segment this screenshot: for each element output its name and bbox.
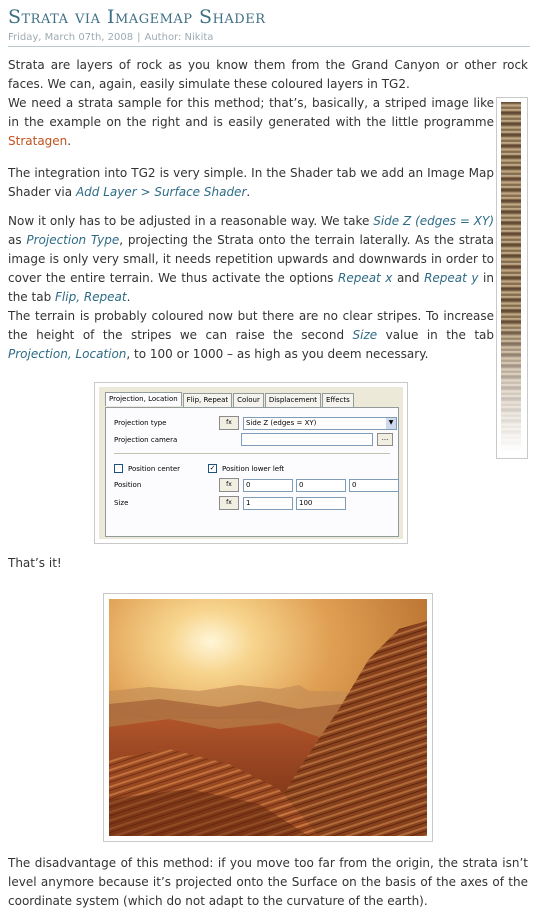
panel-divider	[114, 453, 390, 454]
projection-type-row	[114, 416, 397, 430]
paragraph-disadvantage: The disadvantage of this method: if you move too far from the origin, the strata isn’t level anymore because it’s projected onto the Surface on the basis of the axes of the coordinate system (which do not adapt to the curvature of the earth).	[8, 856, 528, 908]
position-row	[114, 478, 399, 492]
tab-projection-location[interactable]: Projection, Location	[105, 392, 182, 406]
browse-button[interactable]: ...	[377, 433, 393, 446]
text: , projecting the Strata onto the terrain laterally. As the strata image is only very small, it needs repetition upwards and downwards in order to cover the entire terrain. We thus activate the options	[8, 233, 495, 285]
projection-type-label: Projection type	[114, 419, 167, 427]
size-y-field[interactable]: 100	[296, 497, 346, 510]
text: Now it only has to be adjusted in a reasonable way. We take	[8, 214, 374, 228]
text: value in the tab	[377, 328, 494, 342]
text: , to 100 or 1000 – as high as you deem necessary.	[126, 347, 429, 361]
projection-camera-label: Projection camera	[114, 435, 178, 444]
terrain-render-svg	[109, 599, 427, 836]
tab-flip-repeat[interactable]: Flip, Repeat	[183, 393, 232, 407]
intro-text: Strata are layers of rock as you know them from the Grand Canyon or other rock faces. We can, again, easily simulate these coloured layers in TG2.	[8, 58, 528, 91]
text: and	[392, 271, 425, 285]
size-label: Size	[114, 499, 129, 507]
projection-type-select[interactable]	[243, 417, 397, 430]
size-x-field[interactable]: 1	[243, 497, 293, 510]
period: .	[67, 134, 72, 148]
position-mode-row	[114, 464, 284, 473]
stratagen-link[interactable]: Stratagen	[8, 134, 68, 148]
fx-button[interactable]: fx	[219, 496, 239, 510]
repeat-x-term: Repeat x	[337, 271, 393, 285]
post-date: Friday, March 07th, 2008	[8, 32, 134, 43]
position-label: Position	[114, 481, 142, 489]
position-z-field[interactable]: 0	[349, 479, 399, 492]
position-y-field[interactable]: 0	[296, 479, 346, 492]
projection-camera-row	[114, 433, 393, 446]
projection-type-term: Projection Type	[26, 233, 120, 247]
post-author[interactable]: Author: Nikita	[144, 32, 214, 43]
strata-stripes	[501, 102, 521, 452]
add-layer-path: Add Layer > Surface Shader	[75, 185, 247, 199]
integration-text: The integration into TG2 is very simple. In the Shader tab we add an Image Map Shader via	[8, 166, 494, 199]
dialog-tabs	[105, 393, 355, 407]
projection-type-value: Side Z (edges = XY)	[246, 418, 317, 427]
position-lower-left-checkbox[interactable]: ✓	[209, 464, 216, 472]
position-x-field[interactable]: 0	[243, 479, 293, 492]
text: as	[8, 233, 27, 247]
paragraph-intro	[8, 56, 528, 94]
terrain-render-image	[103, 593, 433, 842]
fx-button[interactable]: fx	[219, 478, 239, 492]
paragraph-adjustment	[8, 212, 494, 364]
repeat-y-term: Repeat y	[424, 271, 479, 285]
strata-sample-image	[496, 97, 528, 459]
tab-effects[interactable]: Effects	[322, 393, 354, 407]
text: The terrain is probably coloured now but there are no clear stripes. To increase the height of the stripes we can raise the second	[8, 309, 494, 342]
position-center-checkbox[interactable]	[114, 464, 123, 473]
shader-dialog-screenshot	[94, 382, 408, 544]
size-row	[114, 496, 346, 510]
position-lower-left-label: Position lower left	[222, 464, 285, 473]
projection-camera-field[interactable]	[241, 433, 373, 446]
paragraph-strata-sample	[8, 94, 494, 151]
post-meta	[8, 32, 213, 43]
tab-displacement[interactable]: Displacement	[265, 393, 321, 407]
projection-location-term: Projection, Location	[8, 347, 127, 361]
meta-separator: |	[137, 32, 141, 43]
period: .	[246, 185, 251, 199]
text: in the tab	[8, 271, 494, 304]
dropdown-arrow-icon[interactable]: ▼	[386, 418, 396, 429]
side-z-option: Side Z (edges = XY)	[373, 214, 494, 228]
post-title[interactable]: Strata via Imagemap Shader	[8, 6, 266, 28]
position-center-label: Position center	[128, 464, 181, 473]
shader-dialog	[99, 387, 403, 539]
text: .	[126, 290, 131, 304]
tab-colour[interactable]: Colour	[233, 393, 264, 407]
paragraph-integration	[8, 164, 494, 202]
fx-button[interactable]: fx	[219, 416, 239, 430]
flip-repeat-term: Flip, Repeat	[55, 290, 127, 304]
projection-location-panel	[105, 407, 399, 537]
title-divider	[8, 46, 530, 47]
size-term: Size	[352, 328, 378, 342]
terrain-render	[109, 599, 427, 836]
strata-sample-text: We need a strata sample for this method; that’s, basically, a striped image like in the example on the right and is easily generated with the little programme	[8, 96, 494, 129]
thats-it-text: That’s it!	[8, 556, 62, 570]
